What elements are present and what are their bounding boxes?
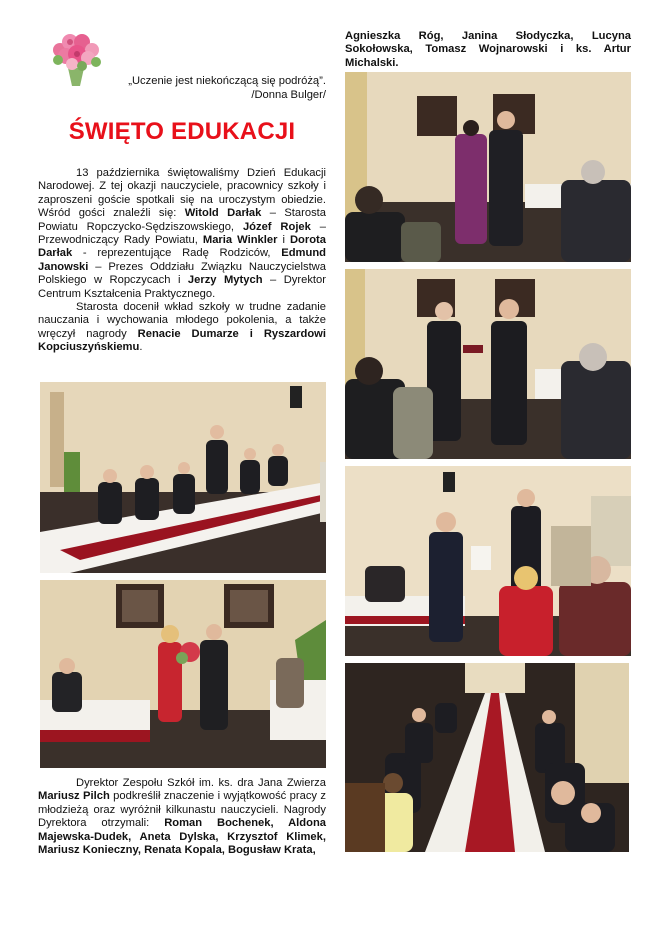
awardee-names: Roman Bochenek, Aldona Majewska-Dudek, Aneta Dylska, Krzysztof Klimek, Mariusz Konieczny, Renata Kopala, Bogusław Krata,	[38, 817, 326, 857]
photo-head-table-speech	[40, 382, 326, 573]
guest-name: Witold Darłak	[184, 207, 262, 220]
photo-diploma-handover	[345, 466, 631, 656]
text-run: – Starosta Powiatu Ropczycko-Sędziszowskiego,	[38, 207, 327, 233]
text-run: i	[277, 234, 290, 247]
text-run: – Prezes Oddziału Związku Nauczycielstwa Polskiego w Ropczycach i	[38, 260, 326, 287]
quote-text: „Uczenie jest niekończącą się podróżą”.	[128, 75, 326, 87]
photo-award-handover-1	[345, 72, 631, 262]
text-run: .	[139, 341, 143, 354]
director-name: Mariusz Pilch	[38, 790, 110, 803]
motto-quote	[100, 75, 326, 102]
outro-text	[38, 777, 326, 857]
right-column-text	[345, 30, 631, 70]
guest-name: Maria Winkler	[202, 234, 278, 247]
text-run: – Dyrektor Centrum Kształcenia Praktycznego.	[38, 274, 326, 300]
awardee-names-continued	[345, 30, 631, 70]
intro-paragraph-2	[38, 301, 326, 355]
outro-paragraph	[38, 777, 326, 857]
photo-award-handover-2	[345, 269, 631, 459]
text-run: 13 października świętowaliśmy Dzień Edukacji Narodowej. Z tej okazji nauczyciele, pracownicy szkoły i zaproszeni goście spotkali się na uroczystym obiedzie. Wśród gości znaleźli się:	[38, 167, 326, 220]
awardee-names: Agnieszka Róg, Janina Słodyczka, Lucyna Sokołowska, Tomasz Wojnarowski i ks. Artur Michalski.	[345, 30, 631, 69]
page-title: ŚWIĘTO EDUKACJI	[68, 118, 296, 145]
text-run: Starosta docenił wkład szkoły w trudne zadanie nauczania i wychowania młodego pokolenia, a także wręczył nagrody	[38, 301, 326, 340]
quote-author: /Donna Bulger/	[251, 88, 326, 101]
guest-name: Dorota Darłak	[38, 234, 326, 260]
text-run: podkreślił znaczenie i wyjątkowość pracy z młodzieżą oraz wyróżnił kilkunastu nauczycieli. Nagrody Dyrektora otrzymali:	[38, 790, 326, 830]
text-run: - reprezentujące Radę Rodziców,	[72, 247, 282, 260]
guest-name: Jerzy Mytych	[187, 274, 263, 287]
text-run: Dyrektor Zespołu Szkół im. ks. dra Jana Zwierza	[76, 777, 326, 789]
photo-flowers-presentation	[40, 580, 326, 768]
awardee-names: Renacie Dumarze i Ryszardowi Kopciuszyńskiemu	[38, 327, 326, 354]
flower-bouquet-icon	[46, 28, 106, 90]
photo-banquet-long-table	[345, 663, 629, 852]
guest-name: Edmund Janowski	[38, 247, 326, 273]
intro-text	[38, 167, 326, 355]
text-run: – Przewodniczący Rady Powiatu,	[38, 220, 326, 247]
intro-paragraph-1	[38, 167, 326, 301]
guest-name: Józef Rojek	[242, 220, 311, 233]
